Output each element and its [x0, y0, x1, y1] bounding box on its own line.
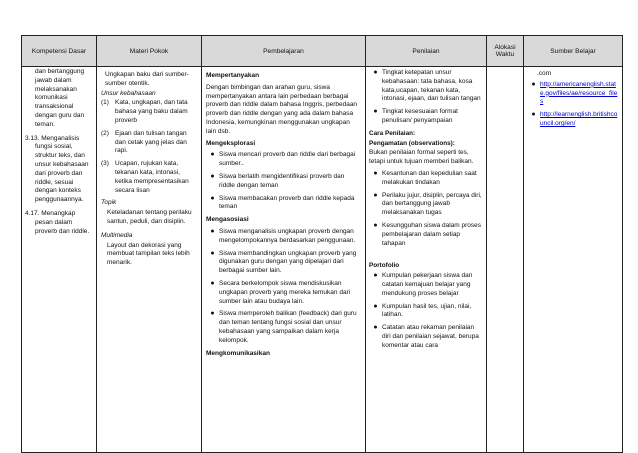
- content-row: [22, 67, 623, 453]
- cell-penilaian: [366, 67, 487, 453]
- header-pembelajaran: Pembelajaran: [202, 36, 366, 67]
- list-item: [527, 81, 619, 107]
- cara-penilaian-label: Cara Penilaian:: [369, 129, 416, 137]
- list-item: [369, 192, 483, 218]
- list-item-text: Perilaku jujur, disiplin, percaya diri, dan bertanggung jawab melaksanakan tugas: [382, 191, 482, 217]
- list-item: [206, 195, 361, 213]
- header-penilaian: Penilaian: [366, 36, 487, 67]
- source-text: .com: [537, 70, 552, 77]
- bullet-icon: ●: [210, 151, 215, 159]
- list-item: [206, 250, 361, 276]
- materi-item: [101, 130, 197, 156]
- item-text: Ucapan, rujukan kata, tekanan kata, intonasi, ketika mempresentasikan secara lisan: [115, 160, 189, 194]
- list-item-text: Siswa memperoleh balikan (feedback) dari guru dan teman tentang fungsi sosial dan unsur kebahasaan yang sampaikan dalam kerja kelompok.: [219, 310, 357, 344]
- phase-intro-text: Dengan bimbingan dan arahan guru, siswa mempertanyakan antara lain perbedaan berbagai proverb dan riddle dalam bahasa Inggris, perbedaan proverb dan riddle dengan yang ada dalam bahasa Indonesia, kemungkinan menggunakan ungkapan lain dsb.: [206, 83, 358, 135]
- list-item: [369, 69, 483, 104]
- source-link[interactable]: http://americanenglish.state.gov/files/ae/resource_files: [540, 80, 618, 106]
- bullet-icon: ●: [373, 272, 378, 280]
- source-link[interactable]: http://learnenglish.britishcouncil.org/en/: [540, 111, 618, 127]
- list-item-text: Siswa membacakan proverb dan riddle kepada teman: [219, 194, 355, 211]
- list-item: [369, 108, 483, 126]
- pengamatan-text: Bukan penilaian formal seperti tes, tetapi untuk tujuan memberi balikan.: [369, 149, 474, 166]
- list-item-text: Tingkat kesesuaian format penulisan/ penyampaian: [382, 108, 458, 124]
- list-item: [206, 228, 361, 246]
- section-title-unsur: Unsur kebahasaan: [101, 89, 156, 97]
- materi-item: [101, 160, 197, 195]
- item-text: Kata, ungkapan, dan tata bahasa yang baku dalam proverb: [115, 99, 188, 124]
- bullet-icon: ●: [210, 227, 215, 235]
- list-item: [206, 151, 361, 169]
- bullet-icon: ●: [373, 108, 378, 116]
- cell-materi-pokok: [97, 67, 202, 453]
- item-number: (3): [101, 160, 109, 168]
- list-item: [206, 173, 361, 191]
- list-item-text: Siswa berlatih mengidentifikasi proverb dan riddle dengan teman: [219, 172, 345, 189]
- header-materi-pokok: Materi Pokok: [97, 36, 202, 67]
- list-item-text: Kumpulan pekerjaan siswa dan catatan kemajuan belajar yang mendukung proses belajar: [382, 272, 473, 297]
- list-item: [527, 111, 619, 129]
- list-item: [369, 170, 483, 188]
- kompetensi-item: dan bertanggung jawab dalam melaksanakan komunikasi transaksional dengan guru dan teman.: [35, 68, 85, 128]
- kompetensi-list: [25, 68, 93, 236]
- kompetensi-item: 4.17. Menangkap pesan dalam proverb dan riddle.: [25, 209, 90, 235]
- kompetensi-item: 3.13. Menganalisis fungsi sosial, struktur teks, dan unsur kebahasaan dari proverb dan riddle, sesuai dengan konteks penggunaannya.: [25, 134, 89, 204]
- list-item: [369, 222, 483, 248]
- bullet-icon: ●: [531, 80, 536, 88]
- list-item-text: Tingkat ketepatan unsur kebahasaan: tata bahasa, kosa kata,ucapan, tekanan kata, intonasi, ejaan, dan tulisan tangan: [382, 69, 481, 103]
- header-sumber-belajar: Sumber Belajar: [524, 36, 623, 67]
- item-text: Ejaan dan tulisan tangan dan cetak yang jelas dan rapi.: [115, 129, 187, 155]
- header-alokasi-waktu: Alokasi Waktu: [487, 36, 524, 67]
- header-kompetensi-dasar: Kompetensi Dasar: [22, 36, 97, 67]
- list-item-text: Secara berkelompok siswa mendiskusikan ungkapan proverb yang mereka temukan dari sumber lain atau budaya lain.: [219, 279, 351, 305]
- bullet-icon: ●: [210, 194, 215, 202]
- list-item: [369, 303, 483, 321]
- bullet-icon: ●: [210, 172, 215, 180]
- phase-mengeksplorasi: Mengeksplorasi: [206, 139, 256, 147]
- list-item-text: Kumpulan hasil tes, ujian, nilai, latihan.: [382, 302, 472, 319]
- cell-alokasi-waktu: [487, 67, 524, 453]
- materi-item: [101, 99, 197, 125]
- phase-mempertanyakan: Mempertanyakan: [206, 72, 260, 79]
- list-item-text: Siswa membandingkan ungkapan proverb yang digunakan guru dengan yang dipelajari dari berbagai sumber lain.: [219, 249, 357, 275]
- bullet-icon: ●: [373, 302, 378, 310]
- section-title-multimedia: Multimedia: [101, 231, 133, 239]
- list-item-text: Kesantunan dan kepedulian saat melakukan tindakan: [382, 169, 477, 186]
- list-item-text: Siswa mencari proverb dan riddle dari berbagai sumber..: [219, 151, 356, 168]
- bullet-icon: ●: [373, 169, 378, 177]
- phase-mengasosiasi: Mengasosiasi: [206, 216, 249, 224]
- list-item: [369, 272, 483, 298]
- bullet-icon: ●: [373, 69, 378, 76]
- portofolio-title: Portofolio: [369, 262, 400, 270]
- cell-kompetensi-dasar: [22, 67, 97, 453]
- item-number: (1): [101, 99, 109, 107]
- multimedia-text: Layout dan dekorasi yang membuat tampilan teks lebih menarik.: [107, 241, 190, 267]
- bullet-icon: ●: [373, 324, 378, 332]
- header-row: [22, 36, 623, 67]
- list-item: [206, 280, 361, 306]
- topik-text: Keteladanan tentang perilaku santun, peduli, dan disiplin.: [107, 209, 192, 225]
- bullet-icon: ●: [210, 249, 215, 257]
- section-title-topik: Topik: [101, 199, 117, 207]
- item-number: (2): [101, 129, 109, 137]
- list-item-text: Siswa menganalisis ungkapan proverb dengan mengelompokannya berdasarkan penggunaan.: [219, 227, 356, 244]
- list-item: [369, 324, 483, 350]
- bullet-icon: ●: [373, 191, 378, 199]
- cell-sumber-belajar: [524, 67, 623, 453]
- bullet-icon: ●: [210, 310, 215, 318]
- materi-intro: Ungkapan baku dari sumber-sumber otentik.: [105, 71, 189, 87]
- bullet-icon: ●: [210, 279, 215, 287]
- bullet-icon: ●: [531, 111, 536, 119]
- cell-pembelajaran: [202, 67, 366, 453]
- alokasi-waktu-value: [487, 67, 523, 71]
- pengamatan-title: Pengamatan (observations):: [369, 139, 455, 147]
- phase-mengkomunikasikan: Mengkomunikasikan: [206, 349, 270, 357]
- bullet-icon: ●: [373, 221, 378, 229]
- list-item-text: Catatan atau rekaman penilaian diri dan penilaian sejawat, berupa komentar atau cara: [382, 324, 479, 349]
- list-item-text: Kesungguhan siswa dalam proses pembelajaran dalam setiap tahapan: [382, 221, 482, 247]
- syllabus-table: [21, 35, 623, 453]
- list-item: [206, 310, 361, 345]
